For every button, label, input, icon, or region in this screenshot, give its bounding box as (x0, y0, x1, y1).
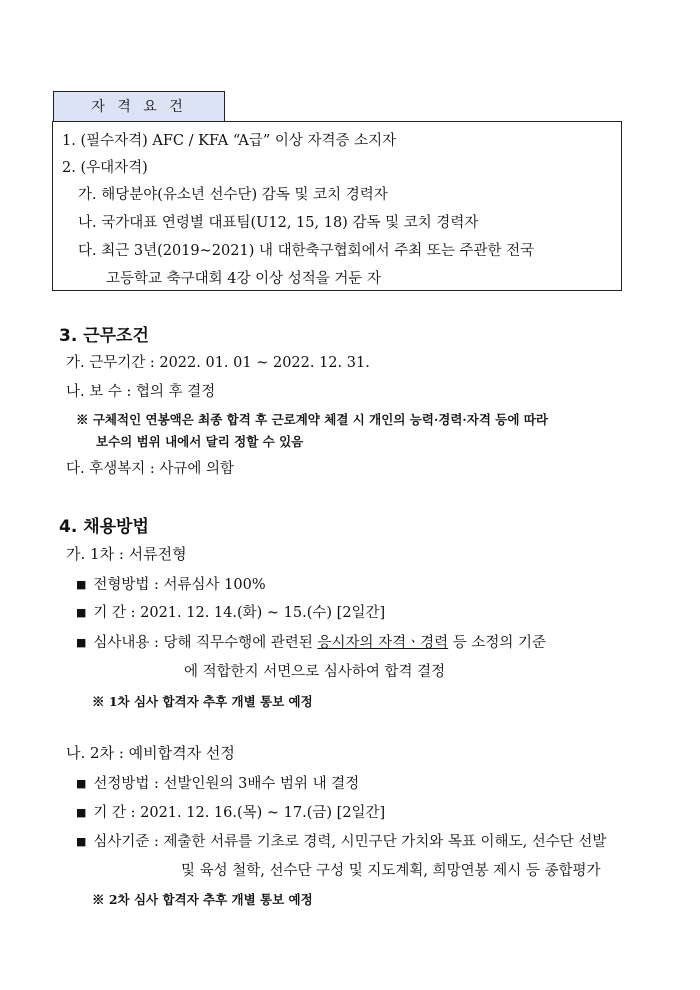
stage1-period: ■ 기 간 : 2021. 12. 14.(화) ~ 15.(수) [2일간] (76, 601, 385, 622)
salary-note: ※ 구체적인 연봉액은 최종 합격 후 근로계약 체결 시 개인의 능력·경력·자격 등에 따라 (76, 412, 548, 427)
welfare: 다. 후생복지 : 사규에 의함 (66, 461, 235, 477)
stage1-title: 가. 1차 : 서류전형 (66, 545, 187, 563)
stage2-criteria: ■ 심사기준 : 제출한 서류를 기초로 경력, 시민구단 가치와 목표 이해도, 선수단 선발 (76, 830, 606, 851)
section3-heading: 3. 근무조건 (59, 326, 149, 346)
qualification-title: 자 격 요 건 (53, 91, 225, 122)
stage1-content-cont: 에 적합한지 서면으로 심사하여 합격 결정 (184, 664, 446, 680)
stage2-title: 나. 2차 : 예비합격자 선정 (66, 744, 235, 762)
qualification-preferred-na: 나. 국가대표 연령별 대표팀(U12, 15, 18) 감독 및 코치 경력자 (78, 215, 479, 231)
section4-heading: 4. 채용방법 (59, 517, 149, 537)
qualification-preferred-da-cont: 고등학교 축구대회 4강 이상 성적을 거둔 자 (106, 271, 381, 287)
qualification-item-preferred: 2. (우대자격) (62, 160, 148, 176)
salary: 나. 보 수 : 협의 후 결정 (66, 384, 216, 400)
qualification-preferred-da: 다. 최근 3년(2019~2021) 내 대한축구협회에서 주최 또는 주관한 전국 (78, 243, 535, 259)
stage1-content-post: 등 소정의 기준 (448, 635, 546, 651)
work-period: 가. 근무기간 : 2022. 01. 01 ~ 2022. 12. 31. (66, 355, 370, 371)
stage1-content (76, 631, 546, 652)
stage1-note: ※ 1차 심사 합격자 추후 개별 통보 예정 (92, 694, 313, 709)
stage1-content-pre: 심사내용 : 당해 직무수행에 관련된 (93, 635, 318, 651)
stage2-method: ■ 선정방법 : 선발인원의 3배수 범위 내 결정 (76, 772, 359, 793)
qualification-item-required: 1. (필수자격) AFC / KFA “A급” 이상 자격증 소지자 (62, 133, 397, 149)
stage2-period: ■ 기 간 : 2021. 12. 16.(목) ~ 17.(금) [2일간] (76, 801, 385, 822)
stage2-note: ※ 2차 심사 합격자 추후 개별 통보 예정 (92, 892, 313, 907)
salary-note-cont: 보수의 범위 내에서 달리 정할 수 있음 (96, 434, 304, 449)
stage1-method: ■ 전형방법 : 서류심사 100% (76, 573, 266, 594)
stage1-content-underlined: 응시자의 자격ㆍ경력 (317, 635, 449, 651)
qualification-preferred-ga: 가. 해당분야(유소년 선수단) 감독 및 코치 경력자 (78, 187, 388, 203)
stage2-criteria-cont: 및 육성 철학, 선수단 구성 및 지도계획, 희망연봉 제시 등 종합평가 (181, 863, 601, 879)
